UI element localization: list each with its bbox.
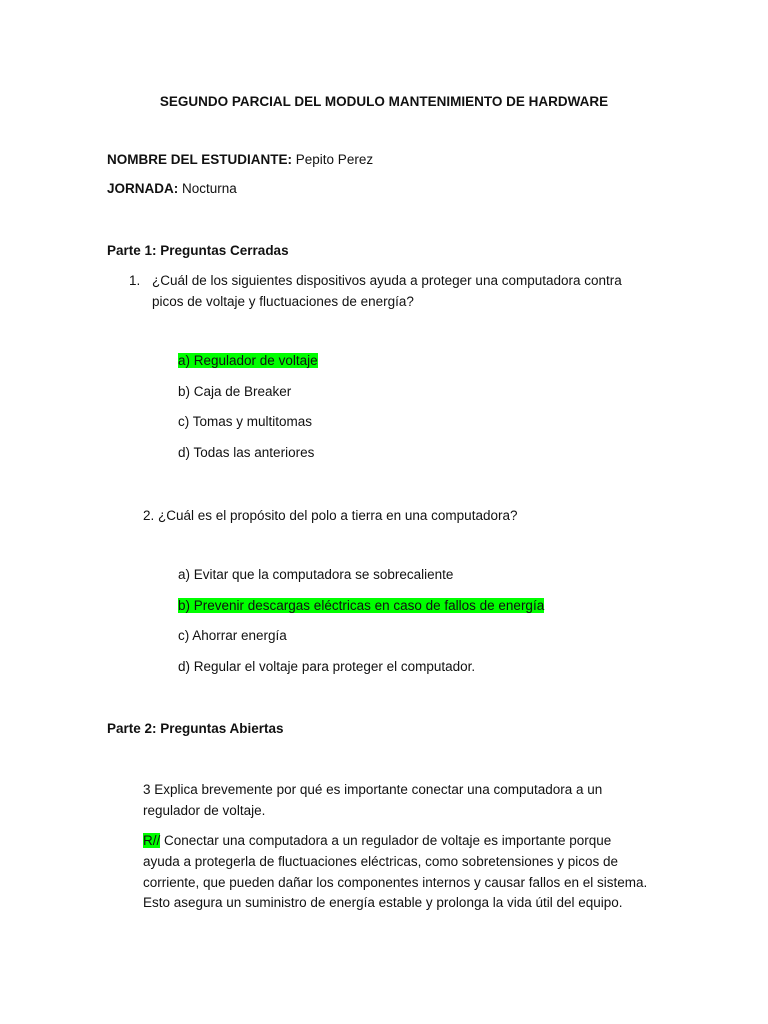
student-name-line — [107, 151, 373, 169]
document-title: SEGUNDO PARCIAL DEL MODULO MANTENIMIENTO DE HARDWARE — [159, 94, 609, 109]
q2-text: 2. ¿Cuál es el propósito del polo a tierra en una computadora? — [143, 508, 518, 523]
q3-answer-line2: ayuda a protegerla de fluctuaciones eléctricas, como sobretensiones y picos de — [143, 854, 619, 869]
q1-option-c: c) Tomas y multitomas — [178, 414, 313, 429]
jornada-value: Nocturna — [182, 181, 237, 196]
student-name-label: NOMBRE DEL ESTUDIANTE: — [107, 152, 293, 167]
q3-answer-line4: Esto asegura un suministro de energía estable y prolonga la vida útil del equipo. — [143, 895, 623, 910]
q1-number: 1. — [129, 273, 141, 288]
part2-heading: Parte 2: Preguntas Abiertas — [107, 721, 284, 736]
q2-option-b — [178, 597, 544, 615]
q2-option-b-text: b) Prevenir descargas eléctricas en caso de fallos de energía — [178, 598, 545, 613]
q2-option-c: c) Ahorrar energía — [178, 628, 287, 643]
q3-text-line1: 3 Explica brevemente por qué es importante conectar una computadora a un — [143, 782, 603, 797]
answer-text-start: Conectar una computadora a un regulador de voltaje es importante porque — [160, 833, 612, 848]
q3-text-line2: regulador de voltaje. — [143, 803, 266, 818]
q1-option-b: b) Caja de Breaker — [178, 384, 292, 399]
q1-option-d: d) Todas las anteriores — [178, 445, 315, 460]
q1-text-line1: ¿Cuál de los siguientes dispositivos ayuda a proteger una computadora contra — [152, 273, 622, 288]
part1-heading: Parte 1: Preguntas Cerradas — [107, 243, 289, 258]
q3-answer-line1 — [143, 832, 611, 850]
q1-option-a-text: a) Regulador de voltaje — [178, 353, 318, 368]
answer-prefix: R// — [143, 833, 161, 848]
student-name-value: Pepito Perez — [295, 152, 374, 167]
q1-option-a — [178, 352, 318, 370]
q2-option-a: a) Evitar que la computadora se sobrecaliente — [178, 567, 454, 582]
jornada-label: JORNADA: — [107, 181, 179, 196]
q1-text-line2: picos de voltaje y fluctuaciones de energía? — [152, 294, 414, 309]
q2-option-d: d) Regular el voltaje para proteger el computador. — [178, 659, 476, 674]
jornada-line — [107, 180, 237, 198]
q3-answer-line3: corriente, que pueden dañar los componentes internos y causar fallos en el sistema. — [143, 875, 648, 890]
